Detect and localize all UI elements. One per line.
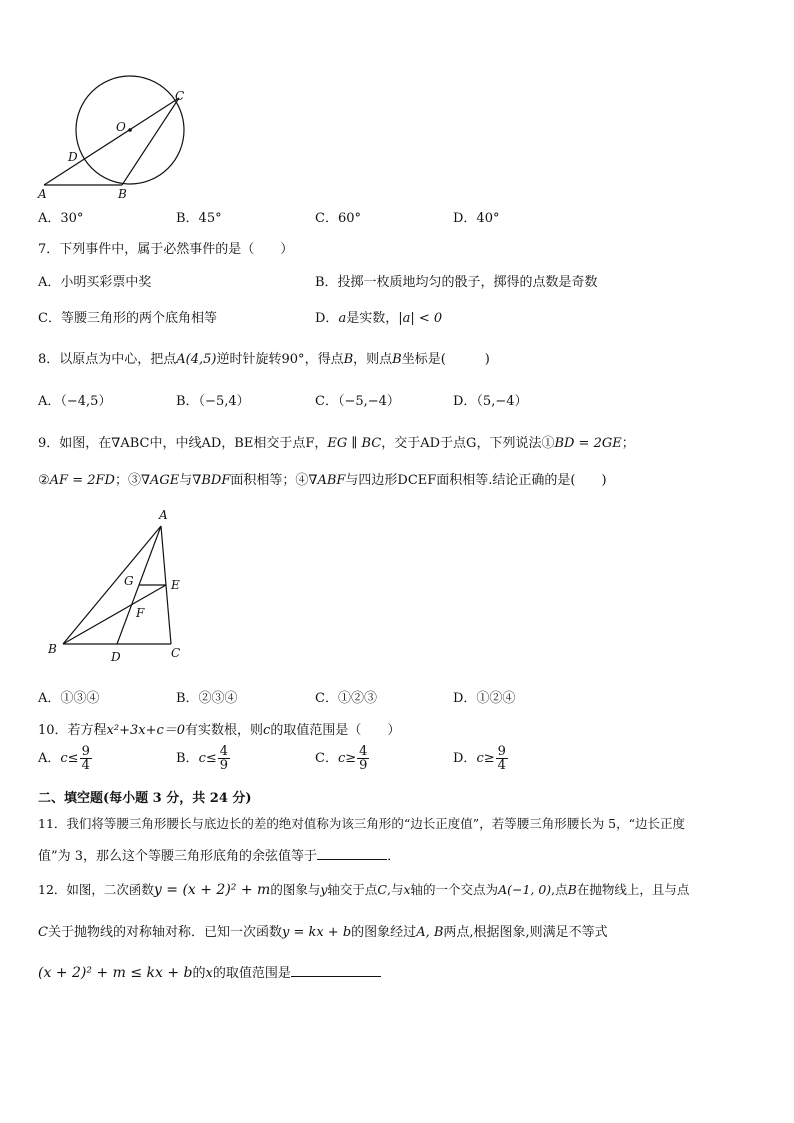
- q12-text-11: 的: [192, 966, 206, 981]
- q12-point-c2: C: [38, 925, 48, 940]
- q7-option-d-prefix: D．: [315, 311, 339, 326]
- q12-text-12: 的取值范围是: [212, 966, 291, 981]
- q12-linear: y = kx + b: [281, 925, 352, 940]
- q10-option-b-den: 9: [219, 758, 229, 773]
- label-c: C: [171, 646, 181, 660]
- q9-tri-age: AGE: [150, 473, 180, 488]
- label-d: D: [68, 150, 78, 164]
- q10-option-b-prefix: B．: [176, 751, 199, 766]
- q10-text-2: 有实数根，则: [185, 723, 264, 738]
- label-f: F: [136, 606, 145, 620]
- q10-option-d-fraction: [496, 745, 508, 772]
- label-g: G: [124, 574, 134, 588]
- q12-text-10: 两点,根据图象,则满足不等式: [443, 925, 608, 940]
- q10-var-c: c: [263, 723, 271, 738]
- q7-option-d-var: a: [338, 311, 347, 326]
- q8-stem: [38, 348, 490, 367]
- q10-option-c: [315, 745, 370, 772]
- q9-text-6: 与∇: [179, 473, 202, 488]
- q11-text: 值”为 3，那么这个等腰三角形底角的余弦值等于: [38, 849, 318, 864]
- q12-x-axis: x: [403, 882, 411, 897]
- q8-option-b: B．（−5,4）: [176, 394, 250, 409]
- q7-stem: 7．下列事件中，属于必然事件的是（ ）: [38, 242, 294, 257]
- q10-option-d-prefix: D．: [453, 751, 477, 766]
- q12-var-x: x: [205, 966, 213, 981]
- center-dot: [128, 128, 132, 132]
- q8-text-1: 8．以原点为中心，把点: [38, 352, 177, 367]
- q8-option-d: D．（5,−4）: [453, 394, 528, 409]
- q10-stem: [38, 719, 400, 738]
- q7-option-d-expr: |a| < 0: [398, 311, 443, 326]
- q12-text-9: 的图象经过: [351, 925, 417, 940]
- q9-text-3: ；: [621, 436, 635, 451]
- q10-option-a-rel: ≤: [67, 751, 79, 766]
- q10-option-d: [453, 745, 509, 772]
- q10-option-c-rel: ≥: [345, 751, 357, 766]
- q10-option-b: [176, 745, 231, 772]
- q11-line-1: 11．我们将等腰三角形腰长与底边长的差的绝对值称为该三角形的“边长正度值”，若等腰三角形腰长为 5，“边长正度: [38, 816, 686, 831]
- q8-degree: 90°: [281, 352, 305, 367]
- q10-text-1: 10．若方程: [38, 723, 107, 738]
- q9-option-c: C．①②③: [315, 691, 377, 706]
- q11-answer-blank[interactable]: [317, 859, 387, 860]
- q10-option-a-fraction: [80, 745, 92, 772]
- q12-text-7: 在抛物线上，且与点: [576, 882, 690, 897]
- q6-option-c: C．60°: [315, 211, 361, 226]
- label-a: A: [38, 187, 47, 201]
- label-c: C: [175, 89, 185, 103]
- q8-point-b: B: [343, 352, 354, 367]
- q12-text-1: 12．如图，二次函数: [38, 882, 154, 897]
- q10-option-d-den: 4: [497, 758, 506, 773]
- q10-option-a-prefix: A．: [38, 751, 61, 766]
- q10-option-d-num: 9: [497, 744, 506, 759]
- circle-figure: [34, 72, 199, 204]
- q10-option-b-var: c: [198, 751, 206, 766]
- q12-text-8: 关于抛物线的对称轴对称．已知一次函数: [47, 925, 282, 940]
- segment-ac: [44, 98, 179, 185]
- q12-point-c: C: [377, 882, 387, 897]
- q9-eq-eg-bc: EG ∥ BC: [327, 436, 382, 451]
- label-d: D: [111, 650, 121, 664]
- q10-option-a-num: 9: [81, 744, 90, 759]
- q10-option-a-var: c: [60, 751, 68, 766]
- q12-text-5: 轴的一个交点为: [410, 882, 499, 897]
- triangle-figure: [40, 505, 190, 665]
- q12-points-ab: A, B: [416, 925, 444, 940]
- q8-text-2: 逆时针旋转: [216, 352, 282, 367]
- q8-point-a: A(4,5): [176, 352, 217, 367]
- q12-text-6: ,点: [551, 882, 568, 897]
- q9-text-8: 与四边形DCEF面积相等.结论正确的是( ): [345, 473, 607, 488]
- q12-text-3: 轴交于点: [327, 882, 378, 897]
- q12-text-2: 的图象与: [270, 882, 321, 897]
- q6-option-d: D．40°: [453, 211, 500, 226]
- segment-bc: [122, 98, 179, 185]
- q9-text-4: ②: [38, 473, 50, 488]
- q9-line-1: [38, 432, 635, 451]
- q12-quadratic: y = (x + 2)² + m: [153, 882, 271, 898]
- q10-option-b-num: 4: [219, 744, 229, 759]
- q10-text-3: 的取值范围是（ ）: [270, 723, 401, 738]
- q10-option-c-den: 9: [359, 758, 368, 773]
- q9-text-7: 面积相等；④∇: [230, 473, 318, 488]
- q10-option-d-var: c: [476, 751, 484, 766]
- q12-answer-blank[interactable]: [291, 976, 381, 977]
- q12-point-b: B: [567, 882, 577, 897]
- q9-line-2: [38, 469, 607, 488]
- q12-text-4: ,与: [387, 882, 404, 897]
- q9-text-2: ，交于AD于点G，下列说法①: [381, 436, 555, 451]
- q6-option-a: A．30°: [38, 211, 84, 226]
- label-e: E: [171, 578, 180, 592]
- q8-option-a: A．（−4,5）: [38, 394, 112, 409]
- q10-option-c-prefix: C．: [315, 751, 338, 766]
- q9-option-a: A．①③④: [38, 691, 100, 706]
- q7-option-a: A．小明买彩票中奖: [38, 275, 152, 290]
- q7-option-d: [315, 307, 442, 326]
- q8-text-4: ，则点: [353, 352, 393, 367]
- q8-text-5: 坐标是( ): [401, 352, 490, 367]
- q10-option-c-var: c: [337, 751, 346, 766]
- q11-line-2: [38, 845, 400, 864]
- section-fill-blank-title: 二、填空题(每小题 3 分，共 24 分): [38, 791, 252, 806]
- q8-option-c: C．（−5,−4）: [315, 394, 400, 409]
- q10-option-b-fraction: [218, 745, 230, 772]
- q12-line-3: [38, 962, 381, 981]
- q7-option-b: B．投掷一枚质地均匀的骰子，掷得的点数是奇数: [315, 275, 598, 290]
- q10-option-a-den: 4: [81, 758, 90, 773]
- q12-line-2: [38, 921, 608, 940]
- q11-end: ．: [387, 849, 401, 864]
- label-b: B: [118, 187, 127, 201]
- q10-option-c-num: 4: [359, 744, 368, 759]
- q12-y-axis: y: [320, 882, 328, 897]
- q12-line-1: [38, 880, 689, 898]
- q10-option-c-fraction: [357, 745, 369, 772]
- q9-tri-bdf: BDF: [201, 473, 231, 488]
- q9-eq-af-fd: AF = 2FD: [49, 473, 115, 488]
- q9-text-1: 9．如图，在∇ABC中，中线AD，BE相交于点F，: [38, 436, 328, 451]
- label-o: O: [116, 120, 126, 134]
- q7-option-d-text: 是实数，: [346, 311, 399, 326]
- q12-point-a: A(−1, 0): [498, 882, 552, 897]
- q8-text-3: ，得点: [304, 352, 344, 367]
- q10-option-b-rel: ≤: [205, 751, 217, 766]
- q9-tri-abf: ABF: [317, 473, 346, 488]
- q9-option-b: B．②③④: [176, 691, 238, 706]
- q9-option-d: D．①②④: [453, 691, 516, 706]
- q9-eq-bd-ge: BD = 2GE: [554, 436, 622, 451]
- q9-text-5: ；③∇: [114, 473, 151, 488]
- label-b: B: [48, 642, 57, 656]
- label-a: A: [159, 508, 168, 522]
- q10-option-a: [38, 745, 93, 772]
- q10-option-d-rel: ≥: [483, 751, 495, 766]
- q7-option-c: C．等腰三角形的两个底角相等: [38, 311, 217, 326]
- q10-equation: x²+3x+c＝0: [106, 723, 186, 738]
- median-be: [63, 585, 166, 644]
- q12-inequality: (x + 2)² + m ≤ kx + b: [38, 965, 193, 981]
- q6-option-b: B．45°: [176, 211, 222, 226]
- q8-point-b2: B: [392, 352, 402, 367]
